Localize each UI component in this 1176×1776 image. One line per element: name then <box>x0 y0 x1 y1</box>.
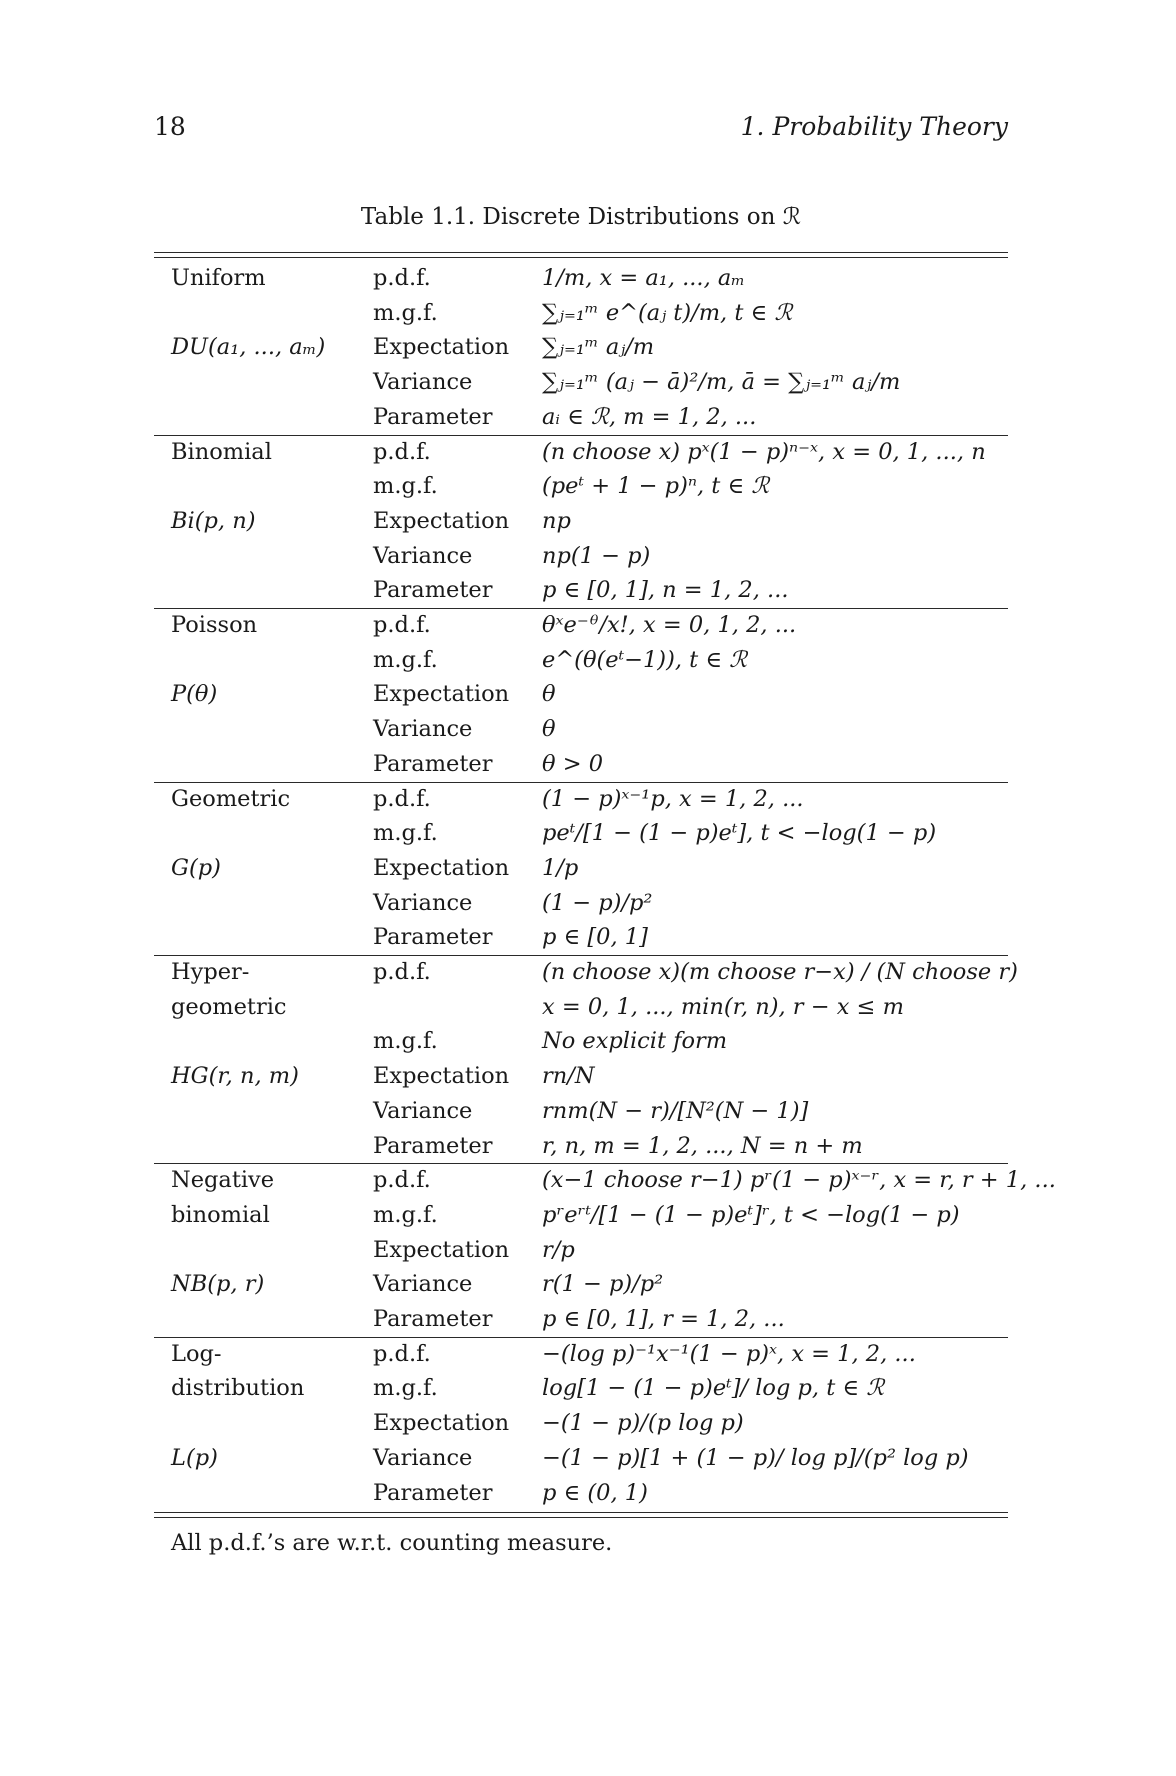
property-label: Variance <box>373 369 473 396</box>
property-label: Expectation <box>373 1410 510 1437</box>
property-label: Expectation <box>373 1236 510 1263</box>
property-value: x = 0, 1, ..., min(r, n), r − x ≤ m <box>542 993 904 1020</box>
property-label: p.d.f. <box>373 265 431 291</box>
property-value: r, n, m = 1, 2, ..., N = n + m <box>542 1132 863 1159</box>
section-divider <box>154 955 1008 956</box>
section-divider <box>154 1337 1008 1338</box>
property-value: 1/m, x = a₁, ..., aₘ <box>542 265 746 291</box>
property-value: ∑ⱼ₌₁ᵐ (aⱼ − ā)²/m, ā = ∑ⱼ₌₁ᵐ aⱼ/m <box>542 369 901 396</box>
property-value: (x−1 choose r−1) pʳ(1 − p)ˣ⁻ʳ, x = r, r + 1, ... <box>542 1167 1056 1194</box>
property-value: rnm(N − r)/[N²(N − 1)] <box>542 1097 809 1124</box>
property-value: e^(θ(eᵗ−1)), t ∈ ℛ <box>542 646 748 673</box>
table-bottom-rule <box>154 1512 1008 1513</box>
property-label: Parameter <box>373 750 493 777</box>
property-label: Parameter <box>373 1479 493 1506</box>
property-label: p.d.f. <box>373 1340 431 1367</box>
property-value: (peᵗ + 1 − p)ⁿ, t ∈ ℛ <box>542 473 770 500</box>
table-top-rule <box>154 252 1008 253</box>
running-head: 1. Probability Theory <box>740 112 1008 141</box>
table-footnote: All p.d.f.’s are w.r.t. counting measure. <box>171 1530 613 1557</box>
property-value: (1 − p)ˣ⁻¹p, x = 1, 2, ... <box>542 785 804 812</box>
property-label: Variance <box>373 542 473 569</box>
property-label: m.g.f. <box>373 646 438 673</box>
property-label: m.g.f. <box>373 1028 438 1055</box>
property-label: Parameter <box>373 1306 493 1332</box>
property-label: Variance <box>373 1097 473 1124</box>
section-divider <box>154 435 1008 436</box>
property-value: peᵗ/[1 − (1 − p)eᵗ], t < −log(1 − p) <box>542 820 937 847</box>
section-divider <box>154 1163 1008 1164</box>
property-value: θ <box>542 681 556 708</box>
property-value: r(1 − p)/p² <box>542 1271 664 1298</box>
property-value: aᵢ ∈ ℛ, m = 1, 2, ... <box>542 403 757 430</box>
property-value: 1/p <box>542 854 579 881</box>
property-label: m.g.f. <box>373 1375 438 1402</box>
property-label: Parameter <box>373 403 493 430</box>
property-label: Expectation <box>373 507 510 534</box>
property-label: Variance <box>373 716 473 743</box>
property-label: m.g.f. <box>373 820 438 847</box>
section-divider <box>154 782 1008 783</box>
property-value: p ∈ [0, 1], r = 1, 2, ... <box>542 1306 785 1332</box>
property-value: np <box>542 507 571 534</box>
property-value: rn/N <box>542 1063 595 1090</box>
property-value: p ∈ [0, 1] <box>542 924 648 951</box>
property-label: p.d.f. <box>373 438 431 465</box>
property-value: r/p <box>542 1236 575 1263</box>
section-divider <box>154 608 1008 609</box>
property-value: θ > 0 <box>542 750 604 777</box>
distribution-name: Geometric <box>171 785 291 812</box>
table-bottom-rule <box>154 1517 1008 1518</box>
property-value: (n choose x) pˣ(1 − p)ⁿ⁻ˣ, x = 0, 1, ..., n <box>542 438 986 465</box>
table-caption: Table 1.1. Discrete Distributions on ℛ <box>360 204 802 230</box>
property-value: −(1 − p)/(p log p) <box>542 1410 744 1437</box>
property-value: p ∈ (0, 1) <box>542 1479 648 1506</box>
distribution-name: G(p) <box>171 854 221 881</box>
property-value: −(1 − p)[1 + (1 − p)/ log p]/(p² log p) <box>542 1444 969 1471</box>
property-label: Variance <box>373 1444 473 1471</box>
distribution-name: Bi(p, n) <box>171 507 256 534</box>
page-number: 18 <box>154 112 186 141</box>
distribution-name: NB(p, r) <box>171 1271 265 1298</box>
distribution-name: L(p) <box>171 1444 218 1471</box>
distribution-name: Uniform <box>171 265 266 291</box>
property-value: log[1 − (1 − p)eᵗ]/ log p, t ∈ ℛ <box>542 1375 885 1402</box>
property-label: Expectation <box>373 681 510 708</box>
distribution-name: HG(r, n, m) <box>171 1063 299 1090</box>
distribution-name: P(θ) <box>171 681 218 708</box>
property-value: (1 − p)/p² <box>542 889 653 916</box>
distribution-name: Poisson <box>171 612 258 638</box>
property-value: ∑ⱼ₌₁ᵐ aⱼ/m <box>542 334 655 361</box>
property-value: p ∈ [0, 1], n = 1, 2, ... <box>542 577 789 604</box>
property-label: m.g.f. <box>373 1201 438 1228</box>
property-label: Expectation <box>373 1063 510 1090</box>
property-label: Parameter <box>373 577 493 604</box>
distribution-name: Hyper- <box>171 959 250 985</box>
distribution-name: DU(a₁, ..., aₘ) <box>171 334 326 361</box>
property-value: −(log p)⁻¹x⁻¹(1 − p)ˣ, x = 1, 2, ... <box>542 1340 916 1367</box>
property-label: m.g.f. <box>373 473 438 500</box>
property-value: np(1 − p) <box>542 542 651 569</box>
property-label: Expectation <box>373 334 510 361</box>
property-label: p.d.f. <box>373 1167 431 1194</box>
property-label: Parameter <box>373 1132 493 1159</box>
distribution-name: distribution <box>171 1375 305 1402</box>
property-value: pʳeʳᵗ/[1 − (1 − p)eᵗ]ʳ, t < −log(1 − p) <box>542 1201 960 1228</box>
distribution-name: Binomial <box>171 438 272 465</box>
property-value: ∑ⱼ₌₁ᵐ e^(aⱼ t)/m, t ∈ ℛ <box>542 299 793 326</box>
property-value: No explicit form <box>542 1028 728 1055</box>
distribution-name: geometric <box>171 993 287 1020</box>
table-top-rule <box>154 257 1008 258</box>
property-label: Variance <box>373 889 473 916</box>
distribution-name: binomial <box>171 1201 270 1228</box>
property-label: Expectation <box>373 854 510 881</box>
property-label: Variance <box>373 1271 473 1298</box>
property-value: θ <box>542 716 556 743</box>
property-value: (n choose x)(m choose r−x) / (N choose r) <box>542 959 1018 985</box>
property-label: p.d.f. <box>373 785 431 812</box>
page-header <box>154 112 1008 144</box>
property-value: θˣe⁻ᶿ/x!, x = 0, 1, 2, ... <box>542 612 797 638</box>
property-label: p.d.f. <box>373 959 431 985</box>
property-label: Parameter <box>373 924 493 951</box>
distribution-name: Negative <box>171 1167 275 1194</box>
property-label: m.g.f. <box>373 299 438 326</box>
distribution-name: Log- <box>171 1340 222 1367</box>
property-label: p.d.f. <box>373 612 431 638</box>
